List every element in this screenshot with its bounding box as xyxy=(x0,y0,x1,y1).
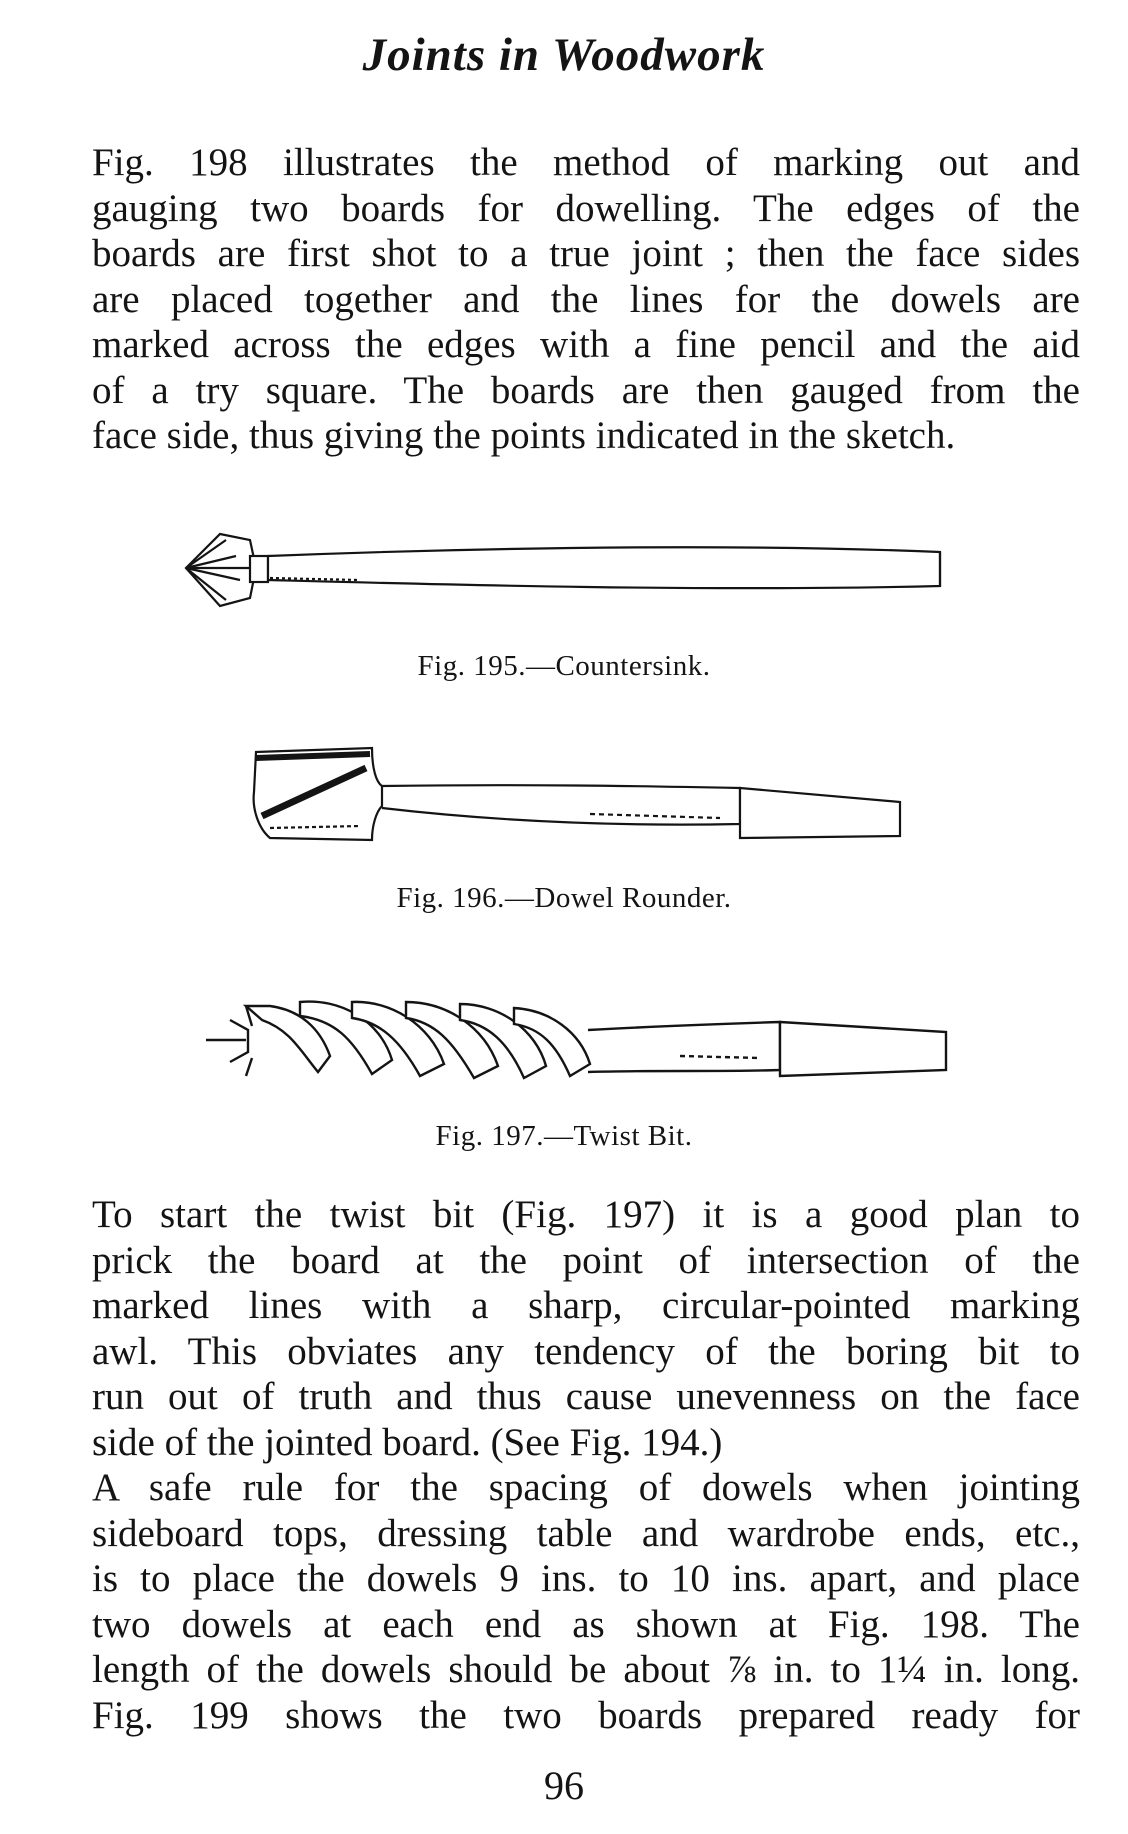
twist-bit-illustration xyxy=(0,980,1128,1100)
paragraph-fig-198-intro xyxy=(48,140,1080,459)
figure-caption: Fig. 195.—Countersink. xyxy=(417,650,711,682)
text-line: A safe rule for the spacing of dowels when jointing xyxy=(92,1466,1080,1509)
text-line: Fig. 198 illustrates the method of marking out and xyxy=(92,141,1080,184)
text-line: marked lines with a sharp, circular-pointed marking xyxy=(92,1284,1080,1327)
text-line: is to place the dowels 9 ins. to 10 ins. apart, and place xyxy=(92,1557,1080,1600)
dowel-rounder-illustration xyxy=(0,728,1128,858)
countersink-illustration xyxy=(0,520,1128,640)
figure-countersink xyxy=(0,520,1128,640)
text-line: length of the dowels should be about ⅞ in. to 1¼ in. long. xyxy=(92,1648,1080,1691)
text-line: run out of truth and thus cause unevenness on the face xyxy=(92,1375,1080,1418)
text-line: To start the twist bit (Fig. 197) it is a good plan to xyxy=(92,1193,1080,1236)
paragraph-dowel-spacing xyxy=(48,1465,1080,1693)
page-number: 96 xyxy=(544,1763,584,1808)
figure-dowel-rounder xyxy=(0,728,1128,858)
text-line: Fig. 199 shows the two boards prepared ready for xyxy=(92,1694,1080,1737)
paragraph-fig-199 xyxy=(48,1693,1080,1739)
paragraph-twist-bit-advice xyxy=(48,1192,1080,1465)
text-line: awl. This obviates any tendency of the boring bit to xyxy=(92,1329,1080,1373)
text-line: of a try square. The boards are then gauged from the xyxy=(92,368,1080,412)
text-line: gauging two boards for dowelling. The edges of the xyxy=(92,186,1080,230)
page-title: Joints in Woodwork xyxy=(362,29,766,81)
figure-twist-bit xyxy=(0,980,1128,1100)
text-line: face side, thus giving the points indicated in the sketch. xyxy=(92,414,956,457)
text-line: are placed together and the lines for the dowels are xyxy=(92,277,1080,321)
text-line: boards are first shot to a true joint ; then the face sides xyxy=(92,232,1080,275)
figure-caption: Fig. 196.—Dowel Rounder. xyxy=(396,882,732,914)
text-line: prick the board at the point of intersection of the xyxy=(92,1238,1080,1282)
figure-caption: Fig. 197.—Twist Bit. xyxy=(435,1120,693,1152)
text-line: two dowels at each end as shown at Fig. 198. The xyxy=(92,1602,1080,1646)
text-line: side of the jointed board. (See Fig. 194.) xyxy=(92,1420,723,1464)
text-line: sideboard tops, dressing table and wardrobe ends, etc., xyxy=(92,1511,1080,1555)
text-line: marked across the edges with a fine pencil and the aid xyxy=(92,323,1080,366)
